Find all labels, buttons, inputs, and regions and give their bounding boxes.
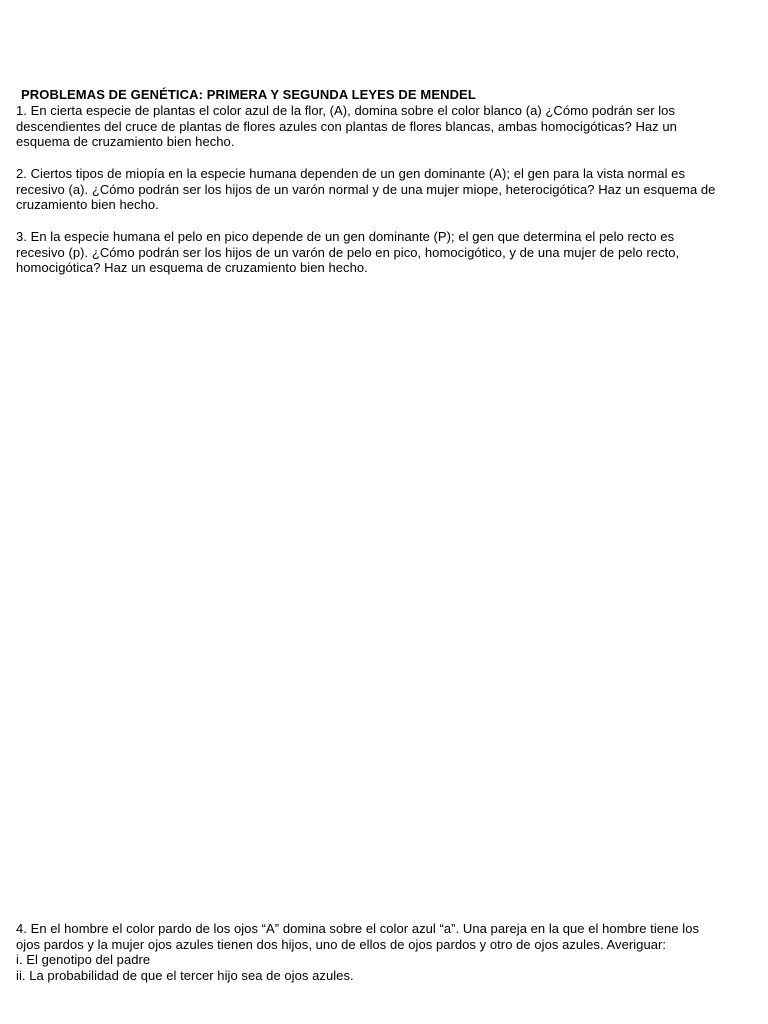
problem-4-item-2: ii. La probabilidad de que el tercer hijo sea de ojos azules. [16,967,354,983]
problem-2-text: 2. Ciertos tipos de miopía en la especie humana dependen de un gen dominante (A); el gen para la vista normal es recesivo (a). ¿Cómo podrán ser los hijos de un varón normal y de una mujer miope, heterocigótica? Haz un esquema de cruzamiento bien hecho. [16,166,716,213]
problem-4-item-1: i. El genotipo del padre [16,952,151,968]
document-title: PROBLEMAS DE GENÉTICA: PRIMERA Y SEGUNDA LEYES DE MENDEL [21,87,476,102]
problem-1-text: 1. En cierta especie de plantas el color azul de la flor, (A), domina sobre el color blanco (a) ¿Cómo podrán ser los descendientes del cruce de plantas de flores azules con plantas de flores blancas, ambas homocigóticas? Haz un esquema de cruzamiento bien hecho. [16,103,677,150]
problem-3-text: 3. En la especie humana el pelo en pico depende de un gen dominante (P); el gen que determina el pelo recto es recesivo (p). ¿Cómo podrán ser los hijos de un varón de pelo en pico, homocigótico, y de una mujer de pelo recto, homocigótica? Haz un esquema de cruzamiento bien hecho. [16,229,680,276]
problem-4 [16,921,716,983]
problem-4-text: 4. En el hombre el color pardo de los ojos “A” domina sobre el color azul “a”. Una pareja en la que el hombre tiene los ojos pardos y la mujer ojos azules tienen dos hijos, uno de ellos de ojos pardos y otro de ojos azules. Averiguar: [16,921,700,952]
